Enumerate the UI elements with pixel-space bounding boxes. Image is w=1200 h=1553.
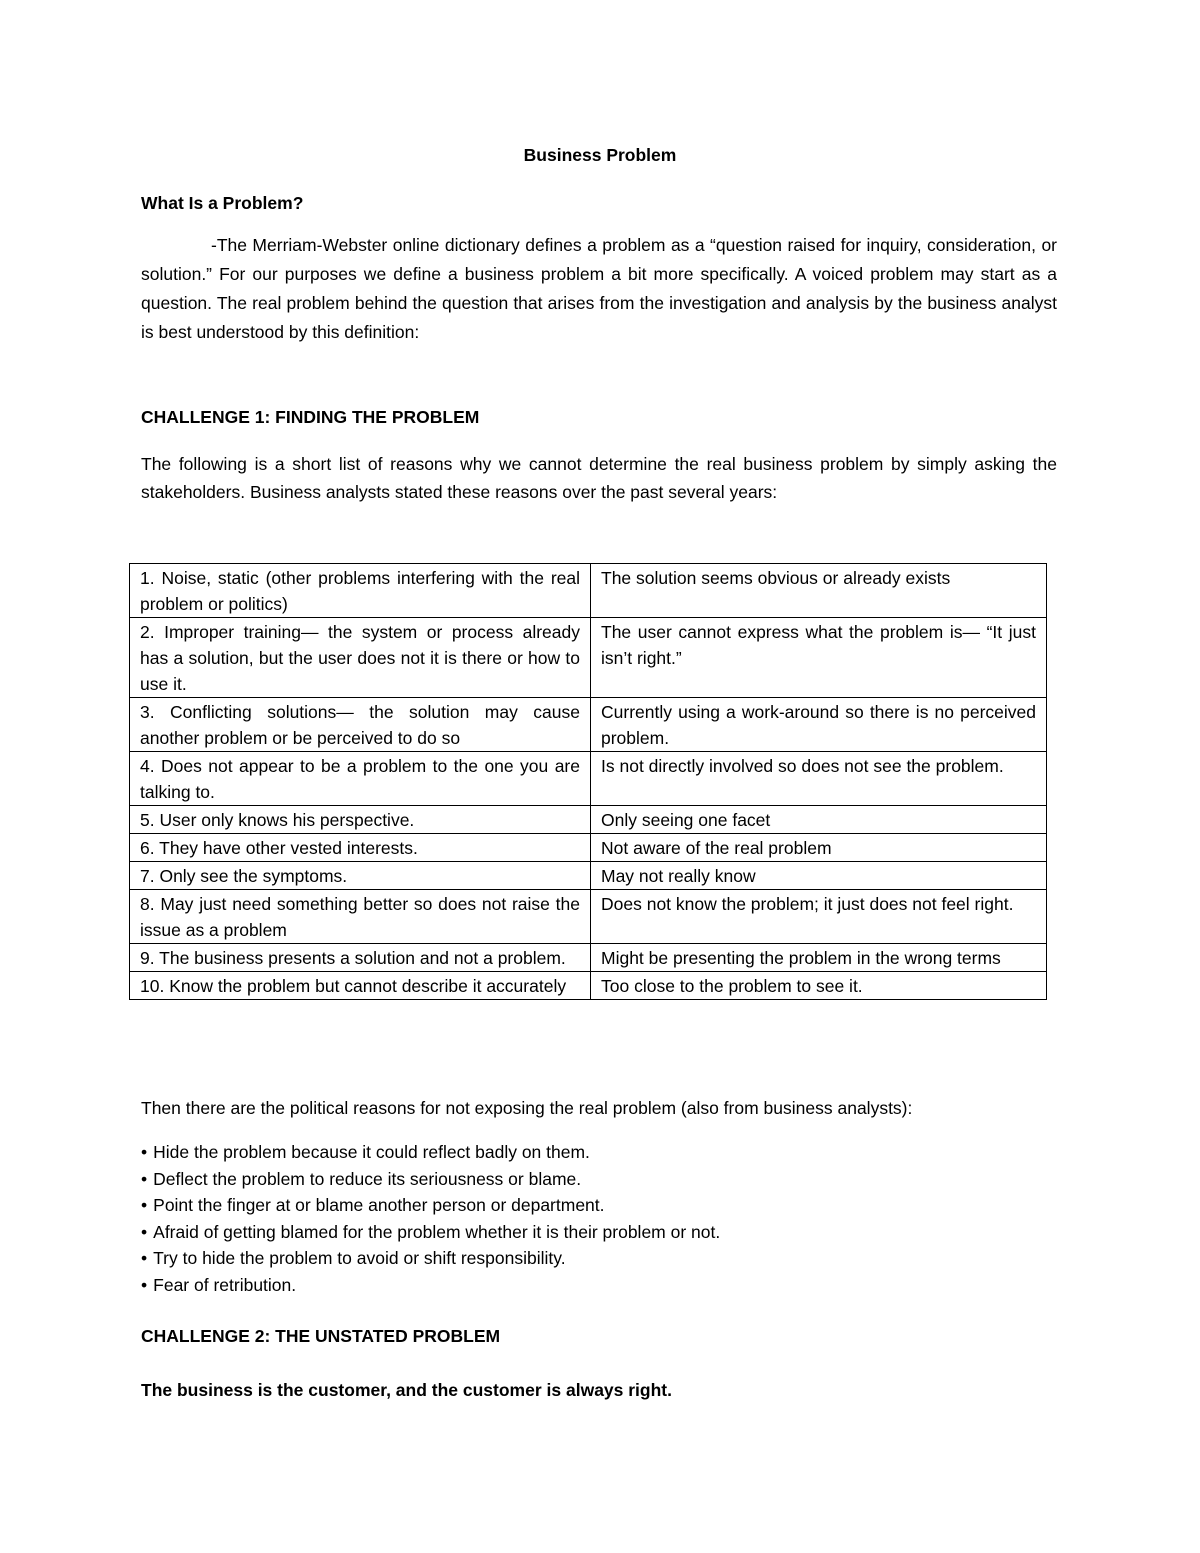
table-row [130, 806, 1047, 834]
reason-cell-left: 2. Improper training— the system or process already has a solution, but the user does not it is there or how to use it. [130, 618, 591, 698]
reason-cell-right: Might be presenting the problem in the wrong terms [591, 944, 1047, 972]
list-item: • Point the finger at or blame another person or department. [141, 1192, 1057, 1219]
section-heading: What Is a Problem? [141, 193, 304, 213]
reason-cell-right: The solution seems obvious or already exists [591, 564, 1047, 618]
reasons-table [129, 563, 1047, 1000]
table-row [130, 890, 1047, 944]
challenge-1-intro: The following is a short list of reasons why we cannot determine the real business problem by simply asking the stakeholders. Business analysts stated these reasons over the past several years: [141, 454, 1057, 502]
reason-cell-left: 4. Does not appear to be a problem to the one you are talking to. [130, 752, 591, 806]
challenge-1-heading-block [141, 404, 1057, 431]
list-item: • Hide the problem because it could reflect badly on them. [141, 1139, 1057, 1166]
reason-cell-right: Does not know the problem; it just does not feel right. [591, 890, 1047, 944]
definition-paragraph: -The Merriam-Webster online dictionary defines a problem as a “question raised for inquiry, consideration, or solution.” For our purposes we define a business problem a bit more specifically. A voiced problem may start as a question. The real problem behind the question that arises from the investigation and analysis by the business analyst is best understood by this definition: [141, 235, 1057, 342]
section-what-is-a-problem [141, 190, 1057, 217]
challenge-1-intro-block [141, 450, 1057, 506]
definition-paragraph-block [141, 231, 1057, 347]
challenge-2-heading: CHALLENGE 2: THE UNSTATED PROBLEM [141, 1326, 501, 1346]
reason-cell-right: Is not directly involved so does not see the problem. [591, 752, 1047, 806]
table-row [130, 564, 1047, 618]
reason-cell-left: 9. The business presents a solution and not a problem. [130, 944, 591, 972]
reason-cell-right: Too close to the problem to see it. [591, 972, 1047, 1000]
table-row [130, 834, 1047, 862]
list-item: • Afraid of getting blamed for the problem whether it is their problem or not. [141, 1219, 1057, 1246]
document-title: Business Problem [523, 145, 677, 165]
list-item: • Try to hide the problem to avoid or shift responsibility. [141, 1245, 1057, 1272]
reason-cell-left: 1. Noise, static (other problems interfering with the real problem or politics) [130, 564, 591, 618]
reason-cell-left: 3. Conflicting solutions— the solution may cause another problem or be perceived to do so [130, 698, 591, 752]
political-reasons-block [141, 1095, 1057, 1122]
reason-cell-left: 6. They have other vested interests. [130, 834, 591, 862]
challenge-2-statement-block [141, 1377, 1057, 1404]
table-row [130, 752, 1047, 806]
reason-cell-left: 8. May just need something better so does not raise the issue as a problem [130, 890, 591, 944]
reason-cell-left: 10. Know the problem but cannot describe it accurately [130, 972, 591, 1000]
challenge-1-heading: CHALLENGE 1: FINDING THE PROBLEM [141, 407, 480, 427]
reason-cell-right: The user cannot express what the problem is— “It just isn’t right.” [591, 618, 1047, 698]
table-row [130, 618, 1047, 698]
political-bullet-list [141, 1139, 1057, 1298]
reason-cell-right: Currently using a work-around so there is no perceived problem. [591, 698, 1047, 752]
reason-cell-right: Only seeing one facet [591, 806, 1047, 834]
political-bullets-block [141, 1139, 1057, 1298]
reason-cell-left: 5. User only knows his perspective. [130, 806, 591, 834]
challenge-2-statement: The business is the customer, and the customer is always right. [141, 1380, 672, 1400]
reasons-table-body [130, 564, 1047, 1000]
table-row [130, 972, 1047, 1000]
reason-cell-left: 7. Only see the symptoms. [130, 862, 591, 890]
reason-cell-right: May not really know [591, 862, 1047, 890]
table-row [130, 944, 1047, 972]
list-item: • Deflect the problem to reduce its seriousness or blame. [141, 1166, 1057, 1193]
table-row [130, 862, 1047, 890]
list-item: • Fear of retribution. [141, 1272, 1057, 1299]
challenge-2-heading-block [141, 1323, 1057, 1350]
table-row [130, 698, 1047, 752]
political-intro: Then there are the political reasons for not exposing the real problem (also from business analysts): [141, 1098, 913, 1118]
reason-cell-right: Not aware of the real problem [591, 834, 1047, 862]
